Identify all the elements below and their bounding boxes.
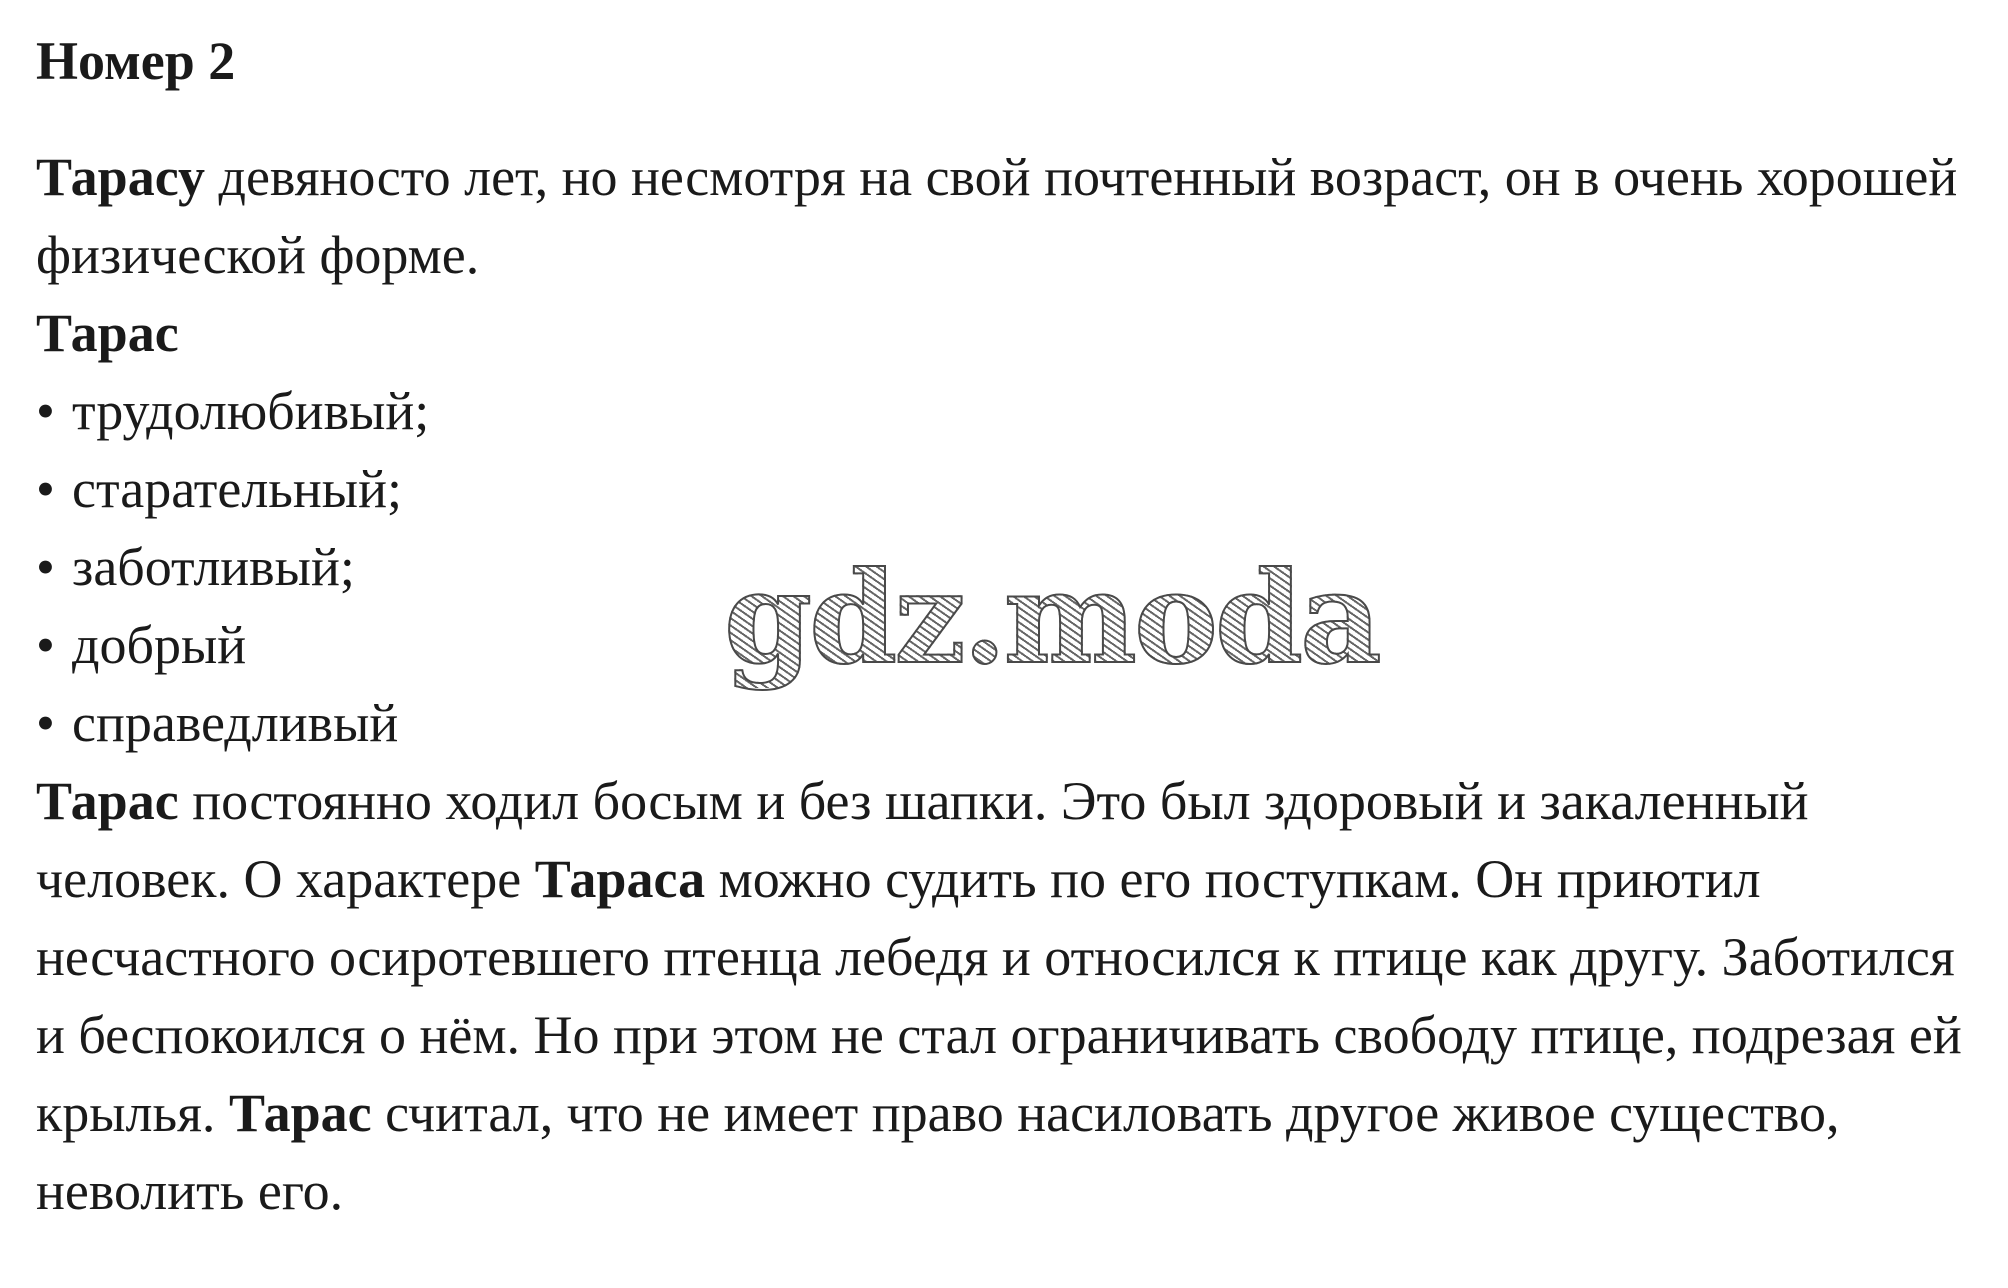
- trait-text: добрый: [72, 615, 247, 675]
- intro-name: Тарасу: [36, 147, 205, 207]
- body-text-1: постоянно ходил босым и без шапки. Это был здоровый и закаленный человек. О характере: [36, 771, 1809, 909]
- list-item: [36, 450, 1986, 528]
- bullet-icon: •: [36, 693, 55, 753]
- bullet-icon: •: [36, 615, 55, 675]
- trait-text: трудолюбивый;: [72, 381, 430, 441]
- watermark-logo: gdz.moda: [724, 544, 1379, 692]
- list-item: [36, 372, 1986, 450]
- body-name-3: Тарас: [228, 1083, 372, 1143]
- page-heading: Номер 2: [36, 31, 236, 91]
- trait-text: старательный;: [72, 459, 402, 519]
- body-name-2: Тараса: [534, 849, 706, 909]
- bullet-icon: •: [36, 381, 55, 441]
- bullet-icon: •: [36, 537, 55, 597]
- body-text-2: можно судить по его поступкам. Он приютил несчастного осиротевшего птенца лебедя и относился к птице как другу. Заботился и беспокоился о нём. Но при этом не стал ограничивать свободу птице, подрезая ей крылья.: [36, 849, 1962, 1143]
- intro-text: девяносто лет, но несмотря на свой почтенный возраст, он в очень хорошей физической форме.: [36, 147, 1958, 285]
- trait-text: справедливый: [72, 693, 399, 753]
- trait-text: заботливый;: [72, 537, 355, 597]
- body-name-1: Тарас: [36, 771, 179, 831]
- intro-paragraph: [36, 138, 1986, 294]
- body-paragraph: [36, 762, 1986, 1230]
- list-item: [36, 684, 1986, 762]
- body-text-3: считал, что не имеет право насиловать другое живое существо, неволить его.: [36, 1083, 1840, 1221]
- traits-title: Тарас: [36, 303, 179, 363]
- bullet-icon: •: [36, 459, 55, 519]
